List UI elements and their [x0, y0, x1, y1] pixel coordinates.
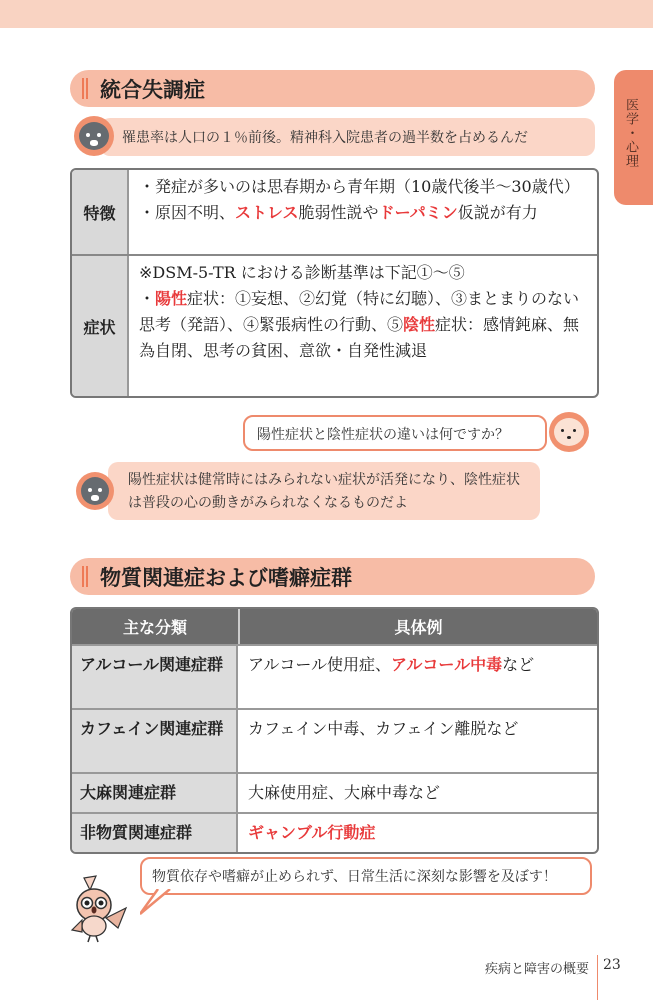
cat-avatar-icon: [76, 472, 114, 510]
question-text: 陽性症状と陰性症状の違いは何ですか？: [257, 427, 509, 443]
table-header-row: [72, 609, 597, 644]
note-bubble: [100, 118, 595, 156]
row-header: 症状: [72, 256, 129, 396]
table-row: [72, 812, 597, 852]
side-tab-label: 医学・心理: [623, 98, 638, 168]
category-cell: 非物質関連症群: [72, 814, 238, 852]
row-body: [129, 256, 597, 396]
example-cell: 大麻使用症、大麻中毒など: [248, 783, 441, 802]
section-heading-schizophrenia: [70, 70, 595, 107]
bubble-tail-icon: [140, 889, 180, 919]
section-title: 統合失調症: [100, 78, 205, 102]
page-number: 23: [603, 957, 621, 973]
symptom-line-1: ※DSM-5-TR における診断基準は下記①〜⑤: [139, 263, 465, 282]
schizophrenia-table: [70, 168, 599, 398]
row-body: [129, 170, 597, 254]
question-bubble: [243, 415, 547, 451]
row-header: 特徴: [72, 170, 129, 254]
answer-text: 陽性症状は健常時にはみられない症状が活発になり、陰性症状は普段の心の動きがみられなくなるものだよ: [128, 472, 520, 511]
note-text: 罹患率は人口の１％前後。精神科入院患者の過半数を占めるんだ: [122, 130, 528, 146]
owl-bubble: [140, 857, 592, 895]
feature-line-2: ・原因不明、ストレス脆弱性説やドーパミン仮説が有力: [139, 203, 538, 222]
section-heading-substance: [70, 558, 595, 595]
dog-avatar-icon: [549, 412, 589, 452]
table-row: [72, 708, 597, 772]
column-header: 主な分類: [72, 609, 240, 644]
category-cell: カフェイン関連症群: [72, 710, 238, 772]
example-cell: カフェイン中毒、カフェイン離脱など: [248, 719, 519, 738]
feature-line-1: ・発症が多いのは思春期から青年期（10歳代後半〜30歳代）: [139, 177, 580, 196]
column-header: 具体例: [394, 618, 443, 637]
heading-bars-icon: [82, 78, 88, 99]
table-row-symptoms: [72, 254, 597, 396]
top-band: [0, 0, 653, 28]
table-row-features: [72, 170, 597, 254]
answer-bubble: [108, 462, 540, 520]
example-cell: ギャンブル行動症: [248, 823, 376, 842]
owl-bubble-text: 物質依存や嗜癖が止められず、日常生活に深刻な影響を及ぼす！: [152, 869, 557, 885]
table-row: [72, 644, 597, 708]
footer-divider: [597, 955, 598, 1000]
table-row: [72, 772, 597, 812]
owl-mascot-icon: [70, 870, 140, 945]
example-cell: アルコール使用症、アルコール中毒など: [248, 655, 535, 674]
side-index-tab: [614, 70, 653, 205]
chapter-label: 疾病と障害の概要: [485, 962, 590, 977]
heading-bars-icon: [82, 566, 88, 587]
cat-avatar-icon: [74, 116, 114, 156]
category-cell: アルコール関連症群: [72, 646, 238, 708]
section-title: 物質関連症および嗜癖症群: [100, 566, 352, 590]
symptom-line-2: ・陽性症状：①妄想、②幻覚（特に幻聴）、③まとまりのない思考（発語）、④緊張病性の行動、⑤陰性症状：感情鈍麻、無為自閉、思考の貧困、意欲・自発性減退: [139, 289, 580, 360]
category-cell: 大麻関連症群: [72, 774, 238, 812]
substance-table: [70, 607, 599, 854]
